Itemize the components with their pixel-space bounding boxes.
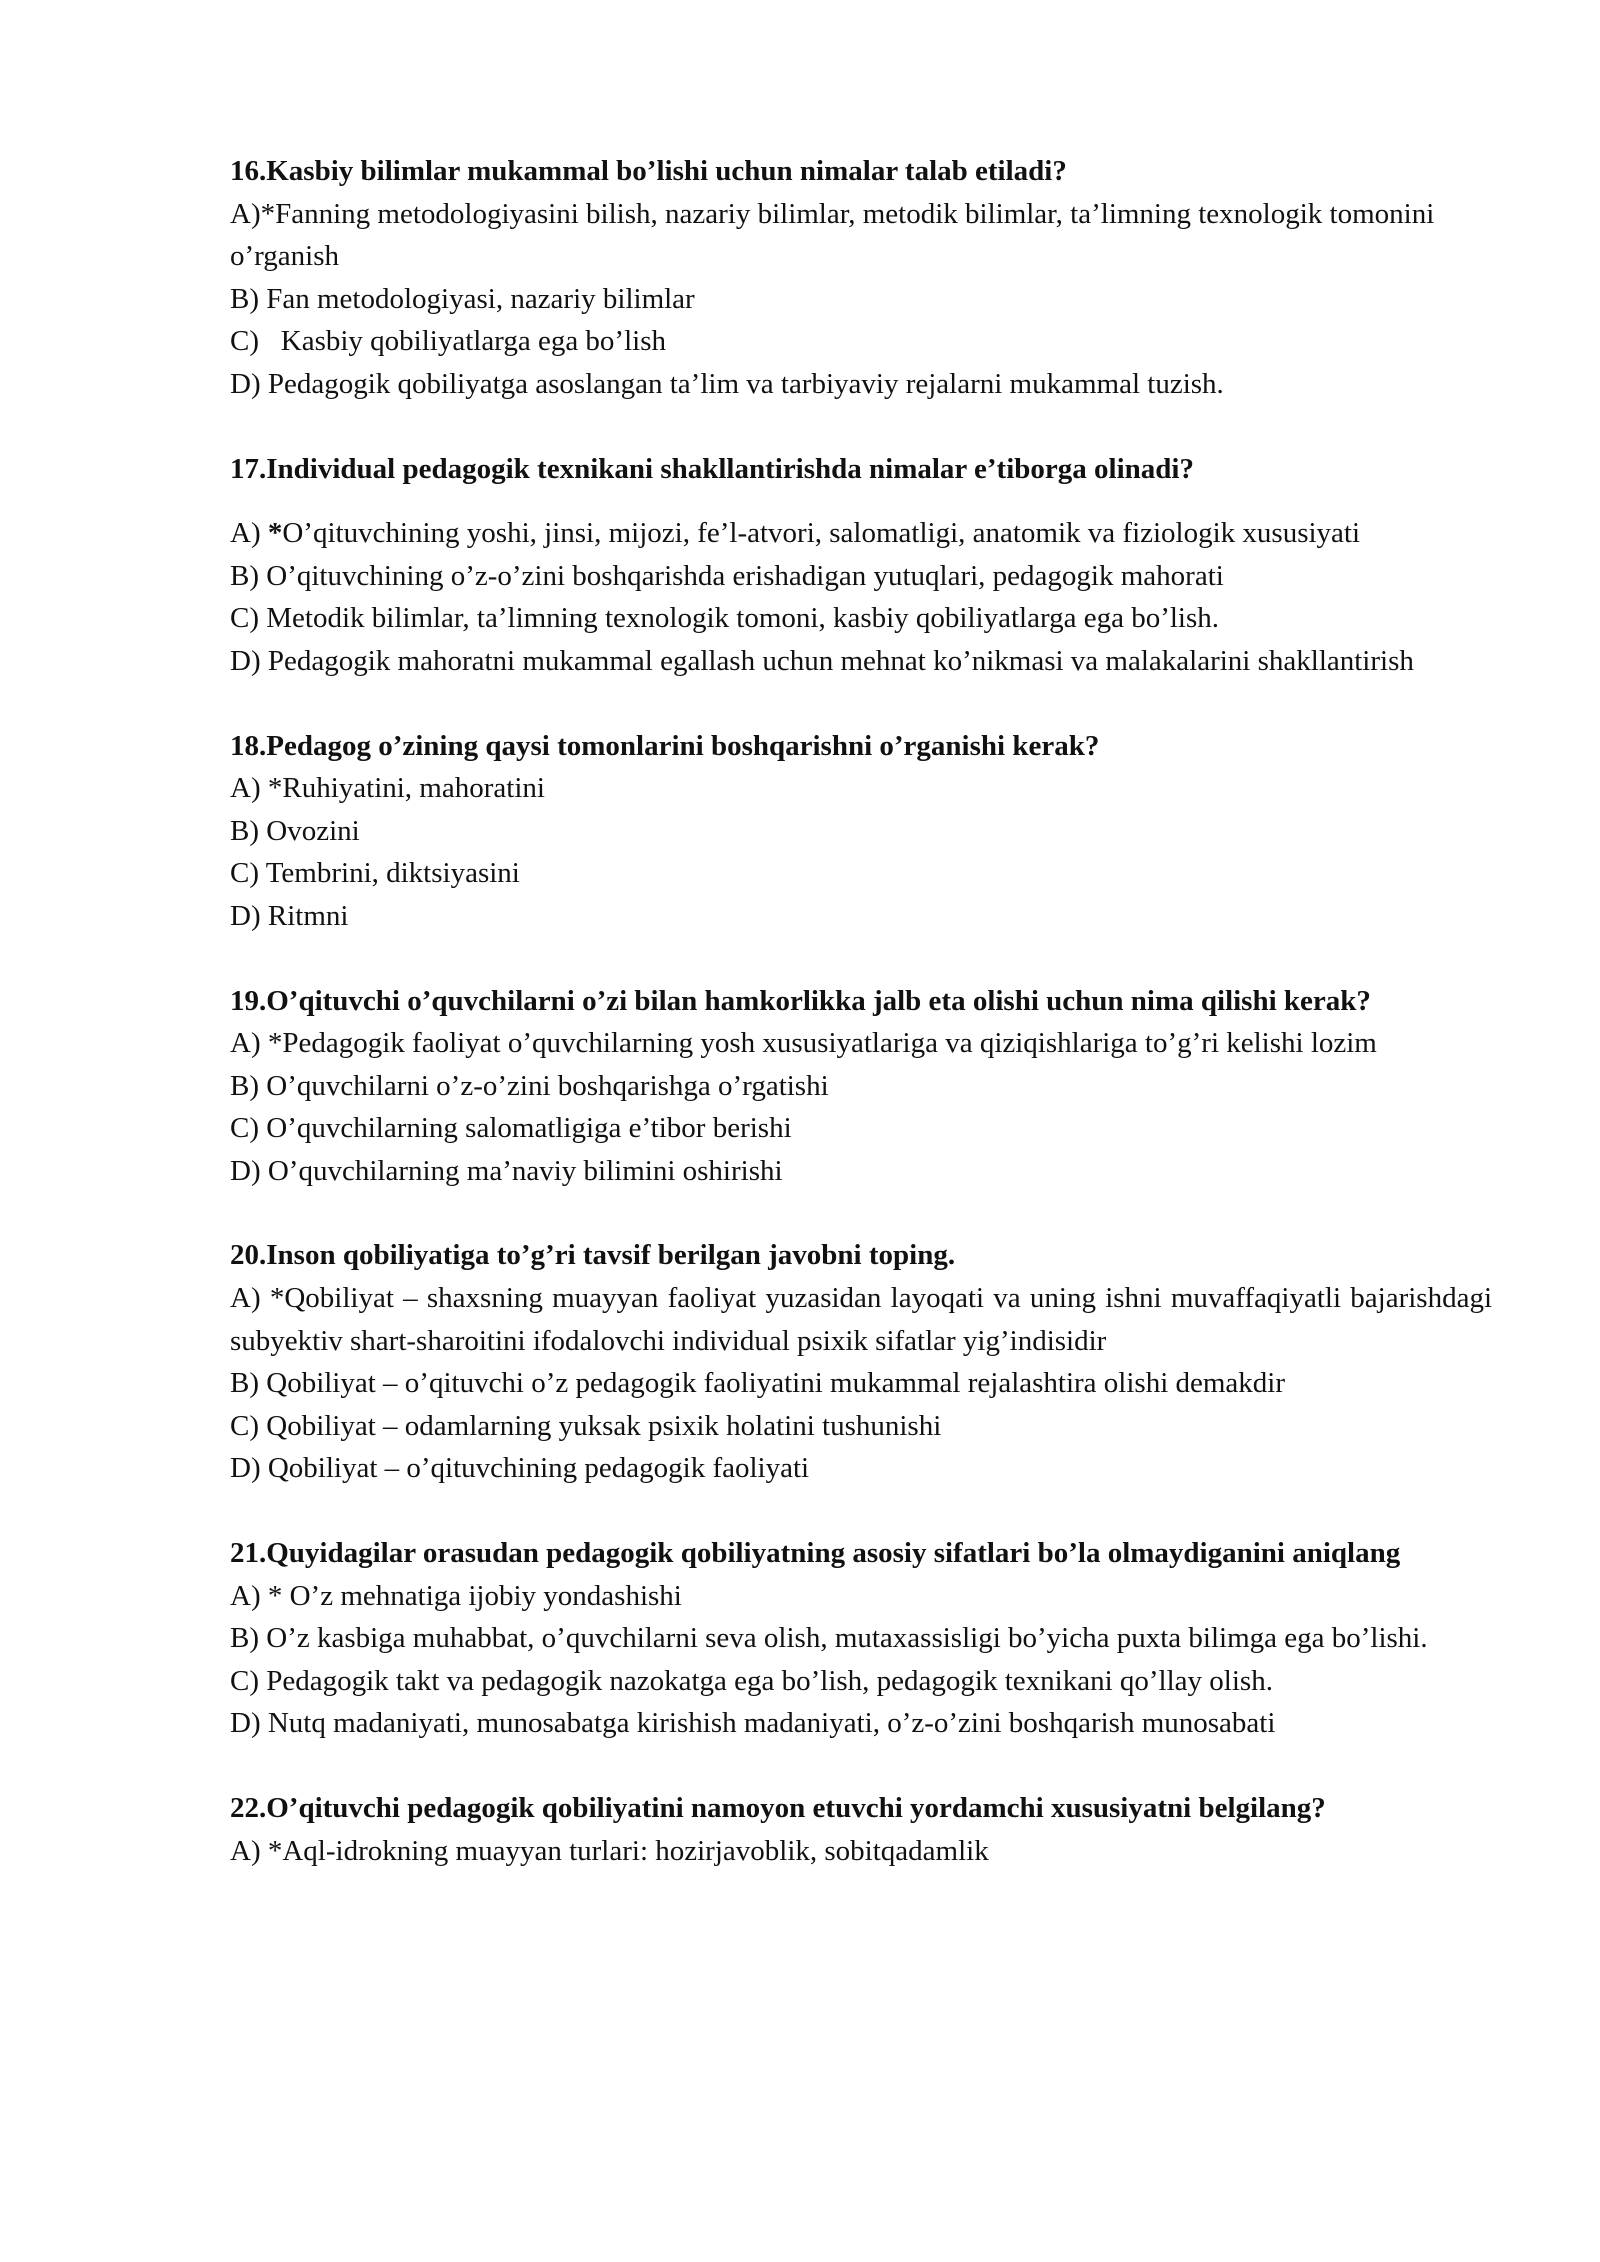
question-20	[230, 1234, 1492, 1490]
option-letter: C)	[230, 1409, 259, 1442]
document-page	[230, 150, 1492, 1914]
option-d	[230, 640, 1492, 683]
option-letter: A)	[230, 197, 261, 230]
option-letter: A)	[230, 1579, 261, 1612]
question-title: 16.Kasbiy bilimlar mukammal bo’lishi uchun nimalar talab etiladi?	[230, 155, 1067, 187]
option-text: Fan metodologiyasi, nazariy bilimlar	[266, 282, 695, 315]
option-letter: B)	[230, 814, 259, 847]
option-letter: D)	[230, 644, 261, 677]
option-text: *Ruhiyatini, mahoratini	[267, 772, 545, 805]
option-a	[230, 193, 1492, 278]
option-letter: C)	[230, 325, 259, 358]
option-letter: D)	[230, 1154, 261, 1187]
option-b	[230, 1065, 1492, 1108]
option-letter: C)	[230, 1664, 259, 1697]
option-letter: B)	[230, 1622, 259, 1655]
option-text: * O’z mehnatiga ijobiy yondashishi	[267, 1579, 682, 1612]
option-text: Qobiliyat – odamlarning yuksak psixik holatini tushunishi	[266, 1409, 942, 1442]
option-text: O’z kasbiga muhabbat, o’quvchilarni seva olish, mutaxassisligi bo’yicha puxta bilimga ega bo’lishi.	[266, 1622, 1428, 1655]
option-text: *Aql-idrokning muayyan turlari: hozirjavoblik, sobitqadamlik	[267, 1834, 989, 1867]
option-c	[230, 597, 1492, 640]
option-letter: D)	[230, 1452, 261, 1485]
option-letter: C)	[230, 857, 259, 890]
question-title: 19.O’qituvchi o’quvchilarni o’zi bilan hamkorlikka jalb eta olishi uchun nima qilishi kerak?	[230, 984, 1371, 1017]
option-d	[230, 363, 1492, 406]
option-b	[230, 1617, 1492, 1660]
option-text: Qobiliyat – o’qituvchining pedagogik faoliyati	[267, 1452, 810, 1485]
option-letter: D)	[230, 367, 261, 400]
option-d	[230, 895, 1492, 938]
option-letter: A)	[230, 1027, 261, 1060]
option-text: Tembrini, diktsiyasini	[265, 857, 520, 890]
option-letter: D)	[230, 899, 261, 932]
option-b	[230, 278, 1492, 321]
option-letter: B)	[230, 559, 259, 592]
question-title: 21.Quyidagilar orasudan pedagogik qobiliyatning asosiy sifatlari bo’la olmaydiganini aniqlang	[230, 1537, 1401, 1570]
option-c	[230, 1405, 1492, 1448]
question-21	[230, 1532, 1492, 1745]
option-letter: A)	[230, 772, 261, 805]
answer-star: *	[267, 517, 283, 550]
option-text: Pedagogik mahoratni mukammal egallash uchun mehnat ko’nikmasi va malakalarini shakllantirish	[267, 644, 1414, 677]
option-b	[230, 1362, 1492, 1405]
option-text: Ovozini	[266, 814, 360, 847]
option-letter: D)	[230, 1707, 261, 1740]
option-text: *Pedagogik faoliyat o’quvchilarning yosh xususiyatlariga va qiziqishlariga to’g’ri kelishi lozim	[267, 1027, 1377, 1060]
option-letter: A)	[230, 1282, 261, 1315]
option-a	[230, 767, 1492, 810]
option-letter: B)	[230, 1367, 259, 1400]
option-text: Pedagogik takt va pedagogik nazokatga ega bo’lish, pedagogik texnikani qo’llay olish.	[266, 1664, 1273, 1697]
question-22	[230, 1787, 1492, 1872]
question-18	[230, 725, 1492, 938]
option-letter: C)	[230, 1112, 259, 1145]
option-c	[230, 320, 1492, 363]
question-17	[230, 448, 1492, 683]
option-c	[230, 852, 1492, 895]
question-title: 18.Pedagog o’zining qaysi tomonlarini boshqarishni o’rganishi kerak?	[230, 729, 1100, 762]
question-title: 22.O’qituvchi pedagogik qobiliyatini namoyon etuvchi yordamchi xususiyatni belgilang?	[230, 1792, 1326, 1824]
question-19	[230, 980, 1492, 1193]
option-c	[230, 1107, 1492, 1150]
option-text: Ritmni	[267, 899, 349, 932]
option-a	[230, 1575, 1492, 1618]
question-title: 17.Individual pedagogik texnikani shakllantirishda nimalar e’tiborga olinadi?	[230, 452, 1194, 485]
option-b	[230, 555, 1492, 598]
option-text: O’quvchilarning salomatligiga e’tibor berishi	[266, 1112, 792, 1145]
option-text: Pedagogik qobiliyatga asoslangan ta’lim va tarbiyaviy rejalarni mukammal tuzish.	[267, 367, 1224, 400]
option-text: Kasbiy qobiliyatlarga ega bo’lish	[266, 325, 666, 358]
option-letter: A)	[230, 1834, 261, 1867]
option-a	[230, 1022, 1492, 1065]
option-d	[230, 1150, 1492, 1193]
option-letter: B)	[230, 1069, 259, 1102]
option-text: O’quvchilarning ma’naviy bilimini oshirishi	[267, 1154, 783, 1187]
option-a	[230, 512, 1492, 555]
option-text: O’quvchilarni o’z-o’zini boshqarishga o’rgatishi	[266, 1069, 829, 1102]
option-a	[230, 1277, 1492, 1362]
question-title: 20.Inson qobiliyatiga to’g’ri tavsif berilgan javobni toping.	[230, 1239, 956, 1272]
option-c	[230, 1660, 1492, 1703]
option-text: *Qobiliyat – shaxsning muayyan faoliyat yuzasidan layoqati va uning ishni muvaffaqiyatli bajarishdagi subyektiv shart-sharoitini ifodalovchi individual psixik sifatlar yig’indisidir	[230, 1282, 1493, 1357]
option-text: O’qituvchining o’z-o’zini boshqarishda erishadigan yutuqlari, pedagogik mahorati	[266, 559, 1224, 592]
option-d	[230, 1702, 1492, 1745]
option-text: *Fanning metodologiyasini bilish, nazariy bilimlar, metodik bilimlar, ta’limning texnologik tomonini o’rganish	[230, 197, 1435, 273]
option-text: Metodik bilimlar, ta’limning texnologik tomoni, kasbiy qobiliyatlarga ega bo’lish.	[266, 602, 1220, 635]
option-a	[230, 1830, 1492, 1873]
option-text: Qobiliyat – o’qituvchi o’z pedagogik faoliyatini mukammal rejalashtira olishi demakdir	[266, 1367, 1286, 1400]
option-d	[230, 1447, 1492, 1490]
option-text: O’qituvchining yoshi, jinsi, mijozi, fe’l-atvori, salomatligi, anatomik va fiziologik xususiyati	[282, 517, 1361, 550]
option-letter: C)	[230, 602, 259, 635]
question-16	[230, 150, 1492, 406]
option-b	[230, 810, 1492, 853]
option-letter: B)	[230, 282, 259, 315]
option-letter: A)	[230, 517, 261, 550]
option-text: Nutq madaniyati, munosabatga kirishish madaniyati, o’z-o’zini boshqarish munosabati	[267, 1707, 1276, 1740]
